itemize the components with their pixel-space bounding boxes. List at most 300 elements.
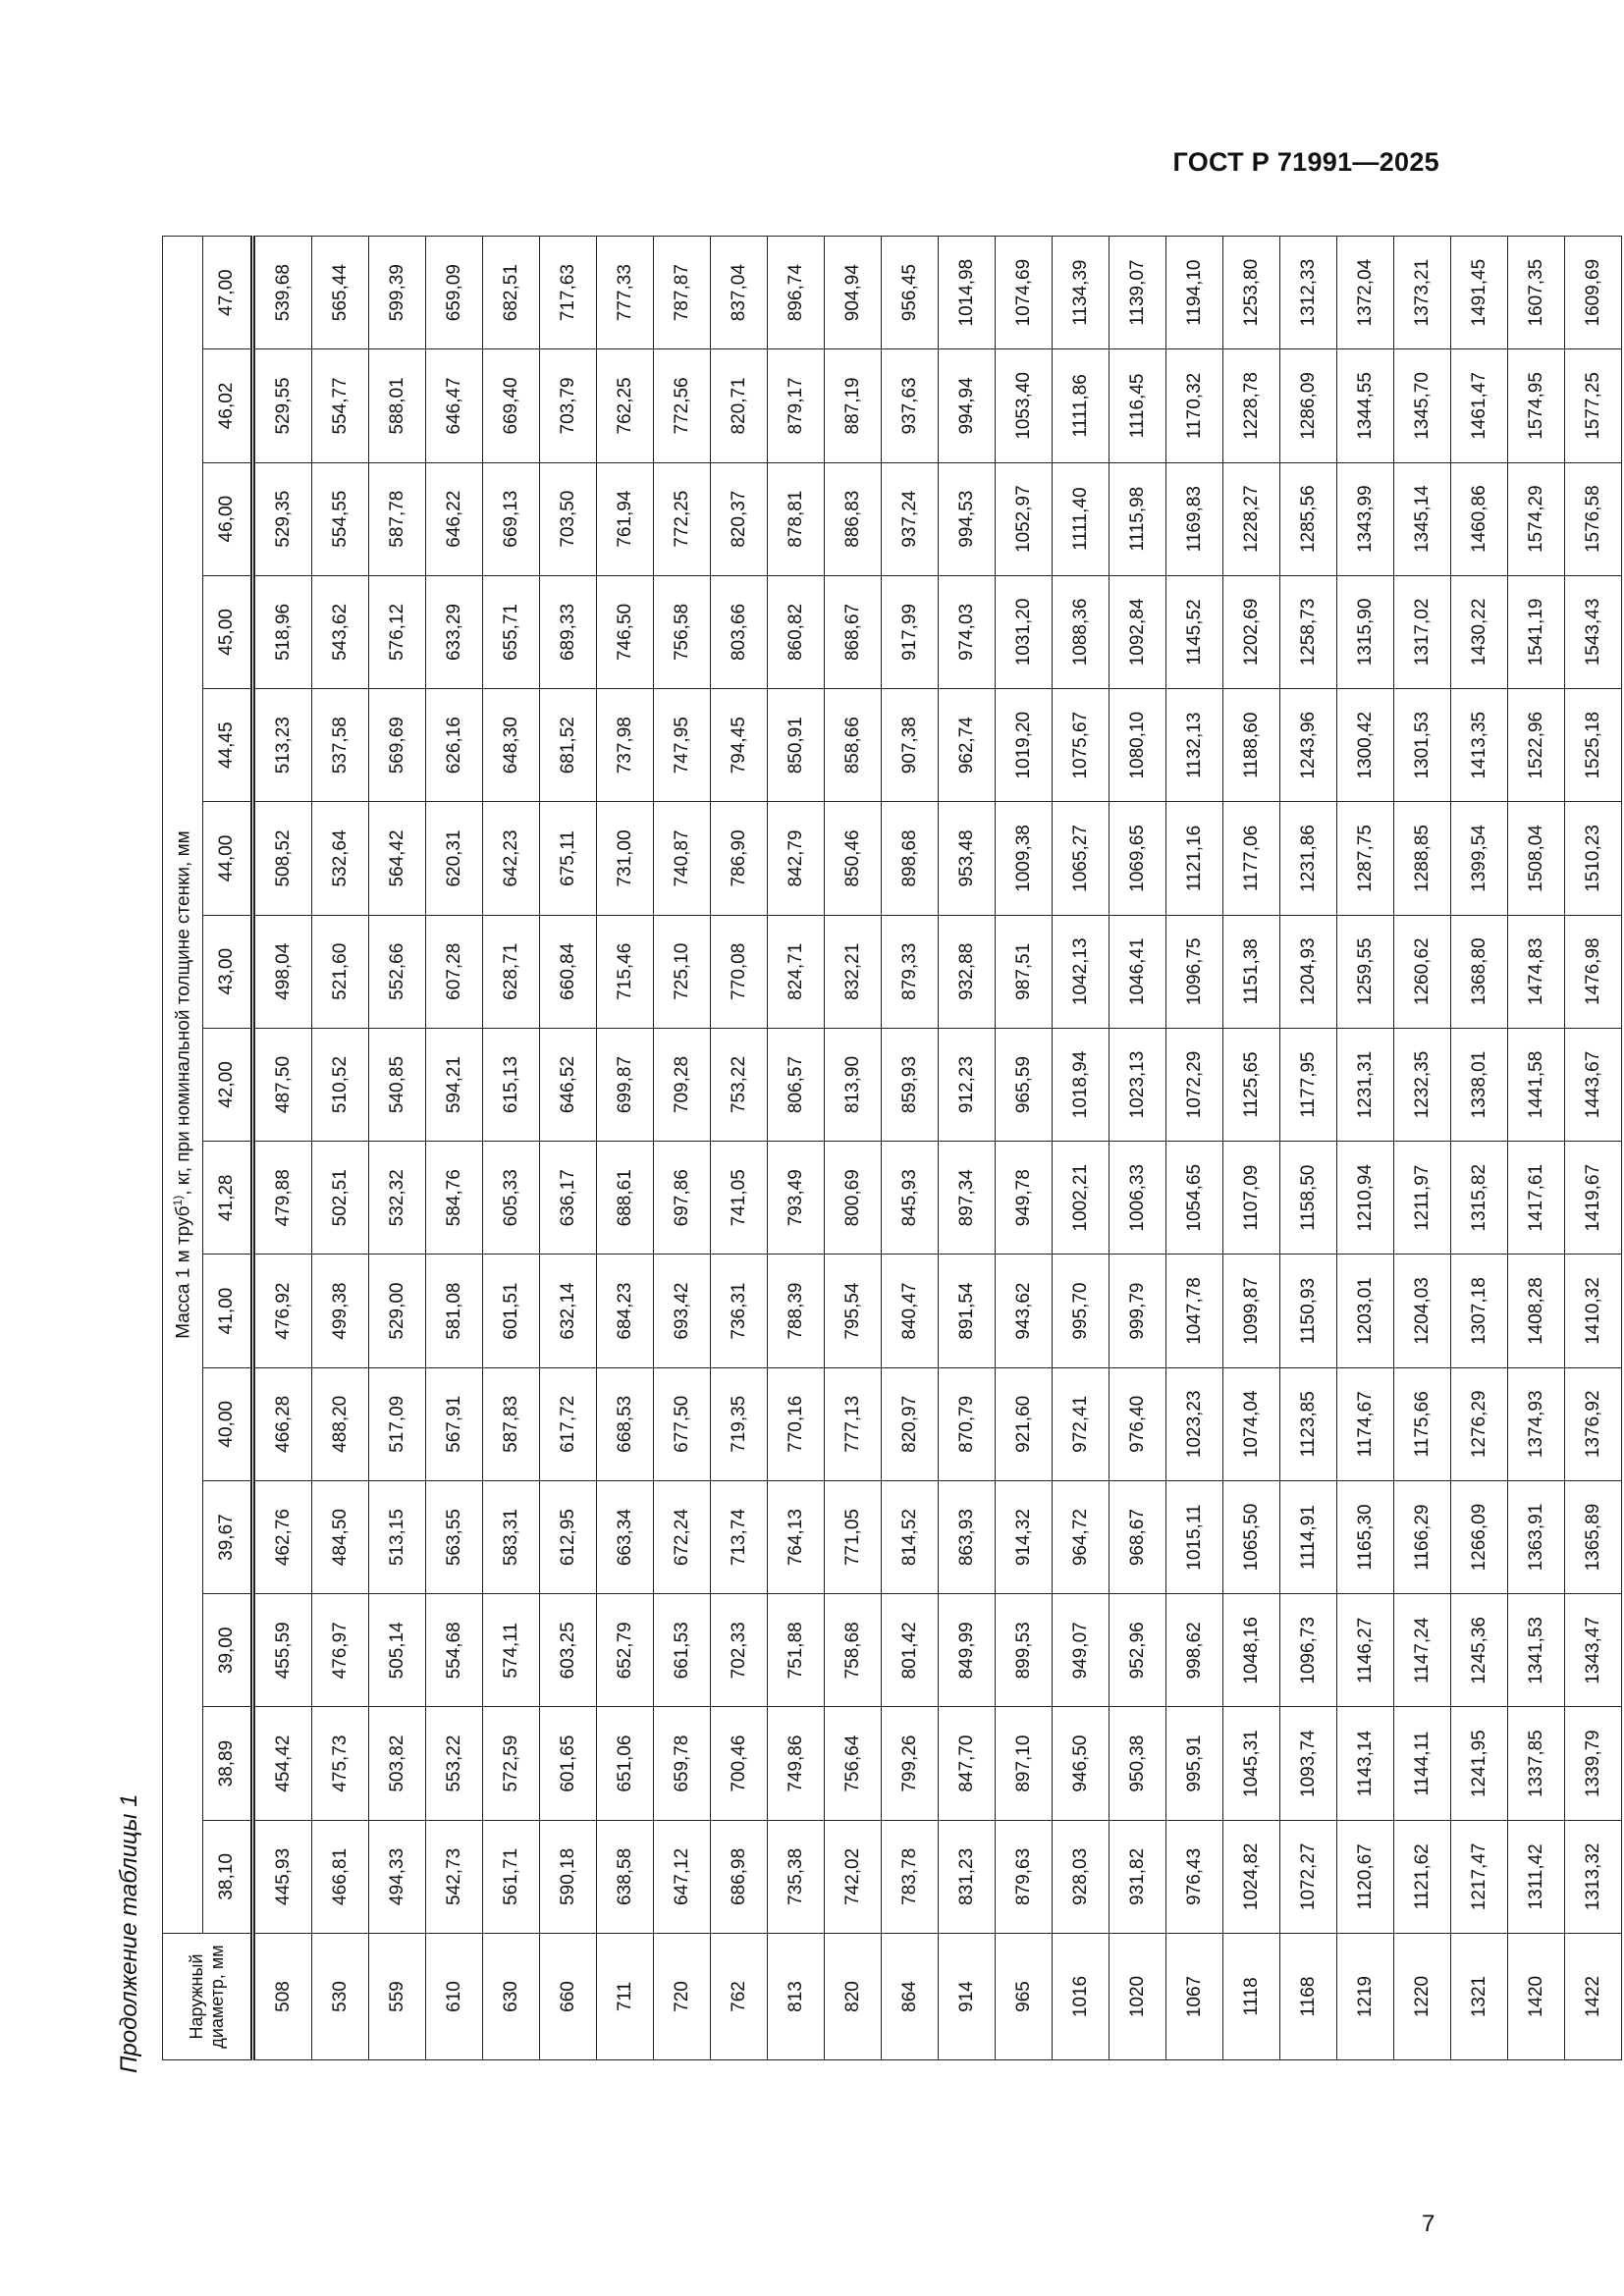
table-row bbox=[483, 237, 540, 2060]
mass-cell: 813,90 bbox=[825, 1028, 882, 1141]
mass-cell: 703,79 bbox=[540, 349, 597, 462]
thickness-header-cell: 43,00 bbox=[203, 915, 253, 1028]
mass-cell: 1203,01 bbox=[1337, 1255, 1394, 1367]
mass-cell: 1525,18 bbox=[1565, 689, 1622, 802]
mass-cell: 703,50 bbox=[540, 462, 597, 575]
mass-cell: 786,90 bbox=[711, 802, 768, 915]
mass-cell: 976,43 bbox=[1166, 1820, 1223, 1933]
mass-cell: 646,52 bbox=[540, 1028, 597, 1141]
thickness-header-cell: 40,00 bbox=[203, 1367, 253, 1480]
table-row bbox=[426, 237, 483, 2060]
thickness-header-cell: 46,02 bbox=[203, 349, 253, 462]
mass-cell: 574,11 bbox=[483, 1594, 540, 1707]
mass-cell: 603,25 bbox=[540, 1594, 597, 1707]
mass-cell: 1276,29 bbox=[1451, 1367, 1508, 1480]
mass-cell: 648,30 bbox=[483, 689, 540, 802]
diameter-column-header: Наружный диаметр, мм bbox=[163, 1934, 253, 2060]
mass-cell: 594,21 bbox=[426, 1028, 483, 1141]
mass-cell: 879,33 bbox=[882, 915, 939, 1028]
mass-cell: 976,40 bbox=[1110, 1367, 1166, 1480]
table-row bbox=[1451, 237, 1508, 2060]
mass-cell: 1194,10 bbox=[1166, 237, 1223, 349]
mass-cell: 552,66 bbox=[369, 915, 426, 1028]
mass-cell: 788,39 bbox=[768, 1255, 825, 1367]
table-row bbox=[882, 237, 939, 2060]
diameter-cell: 711 bbox=[597, 1934, 654, 2060]
mass-cell: 1288,85 bbox=[1394, 802, 1451, 915]
thickness-header-cell: 39,00 bbox=[203, 1594, 253, 1707]
mass-cell: 1204,93 bbox=[1280, 915, 1337, 1028]
mass-cell: 1339,79 bbox=[1565, 1707, 1622, 1820]
mass-cell: 615,13 bbox=[483, 1028, 540, 1141]
mass-cell: 1474,83 bbox=[1508, 915, 1565, 1028]
mass-cell: 1341,53 bbox=[1508, 1594, 1565, 1707]
mass-cell: 617,72 bbox=[540, 1367, 597, 1480]
table-row bbox=[825, 237, 882, 2060]
pipe-mass-table-container bbox=[162, 236, 1603, 2060]
diameter-cell: 1220 bbox=[1394, 1934, 1451, 2060]
mass-cell: 590,18 bbox=[540, 1820, 597, 1933]
mass-group-header bbox=[163, 237, 203, 1934]
mass-cell: 1018,94 bbox=[1053, 1028, 1110, 1141]
mass-cell: 1344,55 bbox=[1337, 349, 1394, 462]
table-row bbox=[253, 237, 312, 2060]
mass-cell: 1345,70 bbox=[1394, 349, 1451, 462]
mass-cell: 719,35 bbox=[711, 1367, 768, 1480]
mass-cell: 1074,69 bbox=[996, 237, 1053, 349]
mass-cell: 860,82 bbox=[768, 575, 825, 688]
thickness-header-cell: 39,67 bbox=[203, 1480, 253, 1593]
mass-cell: 795,54 bbox=[825, 1255, 882, 1367]
mass-cell: 539,68 bbox=[253, 237, 312, 349]
mass-cell: 896,74 bbox=[768, 237, 825, 349]
mass-cell: 628,71 bbox=[483, 915, 540, 1028]
mass-cell: 572,59 bbox=[483, 1707, 540, 1820]
mass-cell: 863,93 bbox=[939, 1480, 996, 1593]
mass-cell: 1048,16 bbox=[1223, 1594, 1280, 1707]
mass-cell: 756,58 bbox=[654, 575, 711, 688]
mass-cell: 968,67 bbox=[1110, 1480, 1166, 1593]
mass-cell: 1169,83 bbox=[1166, 462, 1223, 575]
diameter-cell: 813 bbox=[768, 1934, 825, 2060]
mass-cell: 1419,67 bbox=[1565, 1142, 1622, 1255]
mass-cell: 994,53 bbox=[939, 462, 996, 575]
mass-cell: 620,31 bbox=[426, 802, 483, 915]
mass-cell: 1175,66 bbox=[1394, 1367, 1451, 1480]
mass-cell: 532,64 bbox=[312, 802, 369, 915]
table-row bbox=[654, 237, 711, 2060]
mass-cell: 1286,09 bbox=[1280, 349, 1337, 462]
mass-cell: 1114,91 bbox=[1280, 1480, 1337, 1593]
mass-cell: 1204,03 bbox=[1394, 1255, 1451, 1367]
mass-cell: 868,67 bbox=[825, 575, 882, 688]
mass-cell: 928,03 bbox=[1053, 1820, 1110, 1933]
mass-cell: 943,62 bbox=[996, 1255, 1053, 1367]
mass-cell: 1217,47 bbox=[1451, 1820, 1508, 1933]
mass-cell: 659,78 bbox=[654, 1707, 711, 1820]
diameter-cell: 1020 bbox=[1110, 1934, 1166, 2060]
mass-cell: 537,58 bbox=[312, 689, 369, 802]
mass-cell: 1134,39 bbox=[1053, 237, 1110, 349]
mass-cell: 1609,69 bbox=[1565, 237, 1622, 349]
mass-cell: 741,05 bbox=[711, 1142, 768, 1255]
mass-cell: 746,50 bbox=[597, 575, 654, 688]
table-row bbox=[1166, 237, 1223, 2060]
mass-cell: 1491,45 bbox=[1451, 237, 1508, 349]
mass-cell: 561,71 bbox=[483, 1820, 540, 1933]
mass-cell: 1015,11 bbox=[1166, 1480, 1223, 1593]
mass-cell: 1144,11 bbox=[1394, 1707, 1451, 1820]
mass-cell: 1074,04 bbox=[1223, 1367, 1280, 1480]
mass-cell: 1177,95 bbox=[1280, 1028, 1337, 1141]
mass-cell: 717,63 bbox=[540, 237, 597, 349]
mass-cell: 1211,97 bbox=[1394, 1142, 1451, 1255]
mass-cell: 699,87 bbox=[597, 1028, 654, 1141]
mass-cell: 1577,25 bbox=[1565, 349, 1622, 462]
mass-cell: 1151,38 bbox=[1223, 915, 1280, 1028]
mass-cell: 646,47 bbox=[426, 349, 483, 462]
mass-header-text-rest: , кг, при номинальной толщине стенки, мм bbox=[173, 830, 194, 1196]
mass-cell: 1301,53 bbox=[1394, 689, 1451, 802]
mass-cell: 1441,58 bbox=[1508, 1028, 1565, 1141]
mass-cell: 1023,23 bbox=[1166, 1367, 1223, 1480]
mass-cell: 588,01 bbox=[369, 349, 426, 462]
mass-cell: 1522,96 bbox=[1508, 689, 1565, 802]
mass-cell: 476,92 bbox=[253, 1255, 312, 1367]
mass-cell: 564,42 bbox=[369, 802, 426, 915]
mass-cell: 688,61 bbox=[597, 1142, 654, 1255]
mass-cell: 529,55 bbox=[253, 349, 312, 462]
mass-cell: 663,34 bbox=[597, 1480, 654, 1593]
standard-designation: ГОСТ Р 71991—2025 bbox=[1172, 147, 1439, 177]
mass-cell: 1543,43 bbox=[1565, 575, 1622, 688]
mass-cell: 949,07 bbox=[1053, 1594, 1110, 1707]
mass-cell: 1147,24 bbox=[1394, 1594, 1451, 1707]
diameter-cell: 1420 bbox=[1508, 1934, 1565, 2060]
mass-cell: 1146,27 bbox=[1337, 1594, 1394, 1707]
table-row bbox=[1508, 237, 1565, 2060]
mass-cell: 498,04 bbox=[253, 915, 312, 1028]
mass-cell: 1253,80 bbox=[1223, 237, 1280, 349]
table-row bbox=[1565, 237, 1622, 2060]
mass-cell: 820,71 bbox=[711, 349, 768, 462]
mass-cell: 1241,95 bbox=[1451, 1707, 1508, 1820]
mass-cell: 1307,18 bbox=[1451, 1255, 1508, 1367]
thickness-header-cell: 38,10 bbox=[203, 1820, 253, 1933]
mass-cell: 1312,33 bbox=[1280, 237, 1337, 349]
mass-cell: 783,78 bbox=[882, 1820, 939, 1933]
mass-cell: 1111,40 bbox=[1053, 462, 1110, 575]
mass-cell: 697,86 bbox=[654, 1142, 711, 1255]
table-row bbox=[711, 237, 768, 2060]
mass-cell: 1158,50 bbox=[1280, 1142, 1337, 1255]
mass-cell: 777,33 bbox=[597, 237, 654, 349]
mass-cell: 1072,29 bbox=[1166, 1028, 1223, 1141]
mass-cell: 1266,09 bbox=[1451, 1480, 1508, 1593]
mass-cell: 847,70 bbox=[939, 1707, 996, 1820]
mass-cell: 914,32 bbox=[996, 1480, 1053, 1593]
mass-cell: 476,97 bbox=[312, 1594, 369, 1707]
mass-cell: 897,10 bbox=[996, 1707, 1053, 1820]
mass-cell: 689,33 bbox=[540, 575, 597, 688]
mass-cell: 518,96 bbox=[253, 575, 312, 688]
mass-cell: 554,77 bbox=[312, 349, 369, 462]
mass-cell: 1343,99 bbox=[1337, 462, 1394, 575]
mass-cell: 700,46 bbox=[711, 1707, 768, 1820]
diameter-cell: 1219 bbox=[1337, 1934, 1394, 2060]
mass-cell: 686,98 bbox=[711, 1820, 768, 1933]
diameter-cell: 864 bbox=[882, 1934, 939, 2060]
mass-cell: 845,93 bbox=[882, 1142, 939, 1255]
mass-cell: 529,35 bbox=[253, 462, 312, 575]
mass-cell: 735,38 bbox=[768, 1820, 825, 1933]
mass-cell: 1365,89 bbox=[1565, 1480, 1622, 1593]
mass-cell: 1430,22 bbox=[1451, 575, 1508, 688]
mass-cell: 1231,86 bbox=[1280, 802, 1337, 915]
mass-cell: 953,48 bbox=[939, 802, 996, 915]
table-row bbox=[939, 237, 996, 2060]
mass-cell: 636,17 bbox=[540, 1142, 597, 1255]
mass-cell: 1080,10 bbox=[1110, 689, 1166, 802]
mass-cell: 1111,86 bbox=[1053, 349, 1110, 462]
mass-cell: 554,68 bbox=[426, 1594, 483, 1707]
mass-cell: 995,70 bbox=[1053, 1255, 1110, 1367]
mass-cell: 532,32 bbox=[369, 1142, 426, 1255]
mass-cell: 479,88 bbox=[253, 1142, 312, 1255]
mass-cell: 466,28 bbox=[253, 1367, 312, 1480]
mass-cell: 952,96 bbox=[1110, 1594, 1166, 1707]
mass-cell: 1259,55 bbox=[1337, 915, 1394, 1028]
mass-cell: 1052,97 bbox=[996, 462, 1053, 575]
table-row bbox=[1223, 237, 1280, 2060]
mass-cell: 820,37 bbox=[711, 462, 768, 575]
mass-cell: 543,62 bbox=[312, 575, 369, 688]
mass-cell: 455,59 bbox=[253, 1594, 312, 1707]
diameter-cell: 660 bbox=[540, 1934, 597, 2060]
mass-cell: 1228,78 bbox=[1223, 349, 1280, 462]
mass-cell: 1574,95 bbox=[1508, 349, 1565, 462]
mass-cell: 949,78 bbox=[996, 1142, 1053, 1255]
mass-cell: 702,33 bbox=[711, 1594, 768, 1707]
mass-cell: 607,28 bbox=[426, 915, 483, 1028]
mass-cell: 1096,75 bbox=[1166, 915, 1223, 1028]
mass-cell: 1461,47 bbox=[1451, 349, 1508, 462]
mass-cell: 756,64 bbox=[825, 1707, 882, 1820]
mass-cell: 1368,80 bbox=[1451, 915, 1508, 1028]
mass-cell: 521,60 bbox=[312, 915, 369, 1028]
mass-cell: 799,26 bbox=[882, 1707, 939, 1820]
table-row bbox=[768, 237, 825, 2060]
mass-cell: 601,51 bbox=[483, 1255, 540, 1367]
mass-cell: 770,08 bbox=[711, 915, 768, 1028]
mass-cell: 715,46 bbox=[597, 915, 654, 1028]
mass-cell: 770,16 bbox=[768, 1367, 825, 1480]
mass-cell: 672,24 bbox=[654, 1480, 711, 1593]
mass-cell: 1232,35 bbox=[1394, 1028, 1451, 1141]
mass-cell: 878,81 bbox=[768, 462, 825, 575]
mass-cell: 1317,02 bbox=[1394, 575, 1451, 688]
mass-cell: 1374,93 bbox=[1508, 1367, 1565, 1480]
mass-cell: 599,39 bbox=[369, 237, 426, 349]
mass-cell: 972,41 bbox=[1053, 1367, 1110, 1480]
thickness-header-cell: 46,00 bbox=[203, 462, 253, 575]
mass-cell: 1123,85 bbox=[1280, 1367, 1337, 1480]
mass-cell: 554,55 bbox=[312, 462, 369, 575]
table-row bbox=[996, 237, 1053, 2060]
mass-cell: 1072,27 bbox=[1280, 1820, 1337, 1933]
mass-cell: 898,68 bbox=[882, 802, 939, 915]
mass-cell: 508,52 bbox=[253, 802, 312, 915]
mass-cell: 1170,32 bbox=[1166, 349, 1223, 462]
mass-cell: 1121,16 bbox=[1166, 802, 1223, 915]
mass-cell: 669,40 bbox=[483, 349, 540, 462]
mass-cell: 503,82 bbox=[369, 1707, 426, 1820]
mass-cell: 668,53 bbox=[597, 1367, 654, 1480]
mass-cell: 801,42 bbox=[882, 1594, 939, 1707]
mass-cell: 831,23 bbox=[939, 1820, 996, 1933]
mass-cell: 859,93 bbox=[882, 1028, 939, 1141]
diameter-cell: 630 bbox=[483, 1934, 540, 2060]
thickness-header-cell: 42,00 bbox=[203, 1028, 253, 1141]
diameter-cell: 1067 bbox=[1166, 1934, 1223, 2060]
mass-cell: 1093,74 bbox=[1280, 1707, 1337, 1820]
mass-cell: 1287,75 bbox=[1337, 802, 1394, 915]
mass-cell: 998,62 bbox=[1166, 1594, 1223, 1707]
mass-cell: 1031,20 bbox=[996, 575, 1053, 688]
table-row bbox=[540, 237, 597, 2060]
mass-cell: 1476,98 bbox=[1565, 915, 1622, 1028]
mass-cell: 1260,62 bbox=[1394, 915, 1451, 1028]
mass-cell: 1092,84 bbox=[1110, 575, 1166, 688]
mass-cell: 642,23 bbox=[483, 802, 540, 915]
mass-cell: 713,74 bbox=[711, 1480, 768, 1593]
mass-cell: 1099,87 bbox=[1223, 1255, 1280, 1367]
mass-cell: 1132,13 bbox=[1166, 689, 1223, 802]
mass-cell: 1337,85 bbox=[1508, 1707, 1565, 1820]
mass-cell: 987,51 bbox=[996, 915, 1053, 1028]
mass-cell: 1045,31 bbox=[1223, 1707, 1280, 1820]
mass-cell: 1009,38 bbox=[996, 802, 1053, 915]
mass-cell: 1345,14 bbox=[1394, 462, 1451, 575]
mass-cell: 917,99 bbox=[882, 575, 939, 688]
mass-cell: 669,13 bbox=[483, 462, 540, 575]
mass-cell: 675,11 bbox=[540, 802, 597, 915]
mass-cell: 1574,29 bbox=[1508, 462, 1565, 575]
mass-cell: 1607,35 bbox=[1508, 237, 1565, 349]
mass-cell: 974,03 bbox=[939, 575, 996, 688]
mass-cell: 956,45 bbox=[882, 237, 939, 349]
mass-cell: 1024,82 bbox=[1223, 1820, 1280, 1933]
mass-cell: 632,14 bbox=[540, 1255, 597, 1367]
mass-cell: 1343,47 bbox=[1565, 1594, 1622, 1707]
mass-cell: 567,91 bbox=[426, 1367, 483, 1480]
mass-cell: 725,10 bbox=[654, 915, 711, 1028]
mass-cell: 1019,20 bbox=[996, 689, 1053, 802]
mass-cell: 626,16 bbox=[426, 689, 483, 802]
mass-cell: 879,17 bbox=[768, 349, 825, 462]
mass-cell: 887,19 bbox=[825, 349, 882, 462]
mass-cell: 820,97 bbox=[882, 1367, 939, 1480]
thickness-header-cell: 44,00 bbox=[203, 802, 253, 915]
mass-cell: 1228,27 bbox=[1223, 462, 1280, 575]
mass-cell: 651,06 bbox=[597, 1707, 654, 1820]
mass-cell: 1363,91 bbox=[1508, 1480, 1565, 1593]
mass-cell: 1210,94 bbox=[1337, 1142, 1394, 1255]
mass-cell: 736,31 bbox=[711, 1255, 768, 1367]
table-row bbox=[369, 237, 426, 2060]
mass-cell: 749,86 bbox=[768, 1707, 825, 1820]
mass-cell: 1143,14 bbox=[1337, 1707, 1394, 1820]
mass-cell: 912,23 bbox=[939, 1028, 996, 1141]
mass-cell: 659,09 bbox=[426, 237, 483, 349]
table-row bbox=[1337, 237, 1394, 2060]
mass-cell: 794,45 bbox=[711, 689, 768, 802]
mass-cell: 904,94 bbox=[825, 237, 882, 349]
mass-cell: 824,71 bbox=[768, 915, 825, 1028]
diameter-cell: 1016 bbox=[1053, 1934, 1110, 2060]
diameter-cell: 965 bbox=[996, 1934, 1053, 2060]
mass-cell: 870,79 bbox=[939, 1367, 996, 1480]
mass-cell: 681,52 bbox=[540, 689, 597, 802]
mass-cell: 1023,13 bbox=[1110, 1028, 1166, 1141]
mass-cell: 1053,40 bbox=[996, 349, 1053, 462]
mass-cell: 964,72 bbox=[1053, 1480, 1110, 1593]
mass-cell: 1202,69 bbox=[1223, 575, 1280, 688]
mass-cell: 1120,67 bbox=[1337, 1820, 1394, 1933]
mass-cell: 1508,04 bbox=[1508, 802, 1565, 915]
mass-cell: 638,58 bbox=[597, 1820, 654, 1933]
mass-cell: 772,25 bbox=[654, 462, 711, 575]
mass-cell: 921,60 bbox=[996, 1367, 1053, 1480]
table-row bbox=[1280, 237, 1337, 2060]
mass-cell: 751,88 bbox=[768, 1594, 825, 1707]
table-row bbox=[597, 237, 654, 2060]
mass-cell: 1115,98 bbox=[1110, 462, 1166, 575]
mass-cell: 581,08 bbox=[426, 1255, 483, 1367]
mass-cell: 1372,04 bbox=[1337, 237, 1394, 349]
footnote-ref: 1) bbox=[170, 1195, 185, 1206]
thickness-header-cell: 41,00 bbox=[203, 1255, 253, 1367]
mass-cell: 529,00 bbox=[369, 1255, 426, 1367]
mass-cell: 1258,73 bbox=[1280, 575, 1337, 688]
mass-cell: 475,73 bbox=[312, 1707, 369, 1820]
mass-cell: 1315,90 bbox=[1337, 575, 1394, 688]
mass-cell: 840,47 bbox=[882, 1255, 939, 1367]
table-row bbox=[1110, 237, 1166, 2060]
mass-cell: 660,84 bbox=[540, 915, 597, 1028]
mass-cell: 931,82 bbox=[1110, 1820, 1166, 1933]
mass-cell: 652,79 bbox=[597, 1594, 654, 1707]
mass-cell: 1311,42 bbox=[1508, 1820, 1565, 1933]
mass-cell: 879,63 bbox=[996, 1820, 1053, 1933]
mass-cell: 647,12 bbox=[654, 1820, 711, 1933]
mass-cell: 661,53 bbox=[654, 1594, 711, 1707]
mass-cell: 761,94 bbox=[597, 462, 654, 575]
mass-cell: 499,38 bbox=[312, 1255, 369, 1367]
mass-cell: 1541,19 bbox=[1508, 575, 1565, 688]
table-row bbox=[1394, 237, 1451, 2060]
mass-cell: 886,83 bbox=[825, 462, 882, 575]
mass-cell: 445,93 bbox=[253, 1820, 312, 1933]
mass-cell: 937,63 bbox=[882, 349, 939, 462]
mass-cell: 950,38 bbox=[1110, 1707, 1166, 1820]
mass-cell: 1125,65 bbox=[1223, 1028, 1280, 1141]
mass-cell: 584,76 bbox=[426, 1142, 483, 1255]
diameter-cell: 820 bbox=[825, 1934, 882, 2060]
mass-cell: 1231,31 bbox=[1337, 1028, 1394, 1141]
mass-cell: 1121,62 bbox=[1394, 1820, 1451, 1933]
mass-cell: 462,76 bbox=[253, 1480, 312, 1593]
